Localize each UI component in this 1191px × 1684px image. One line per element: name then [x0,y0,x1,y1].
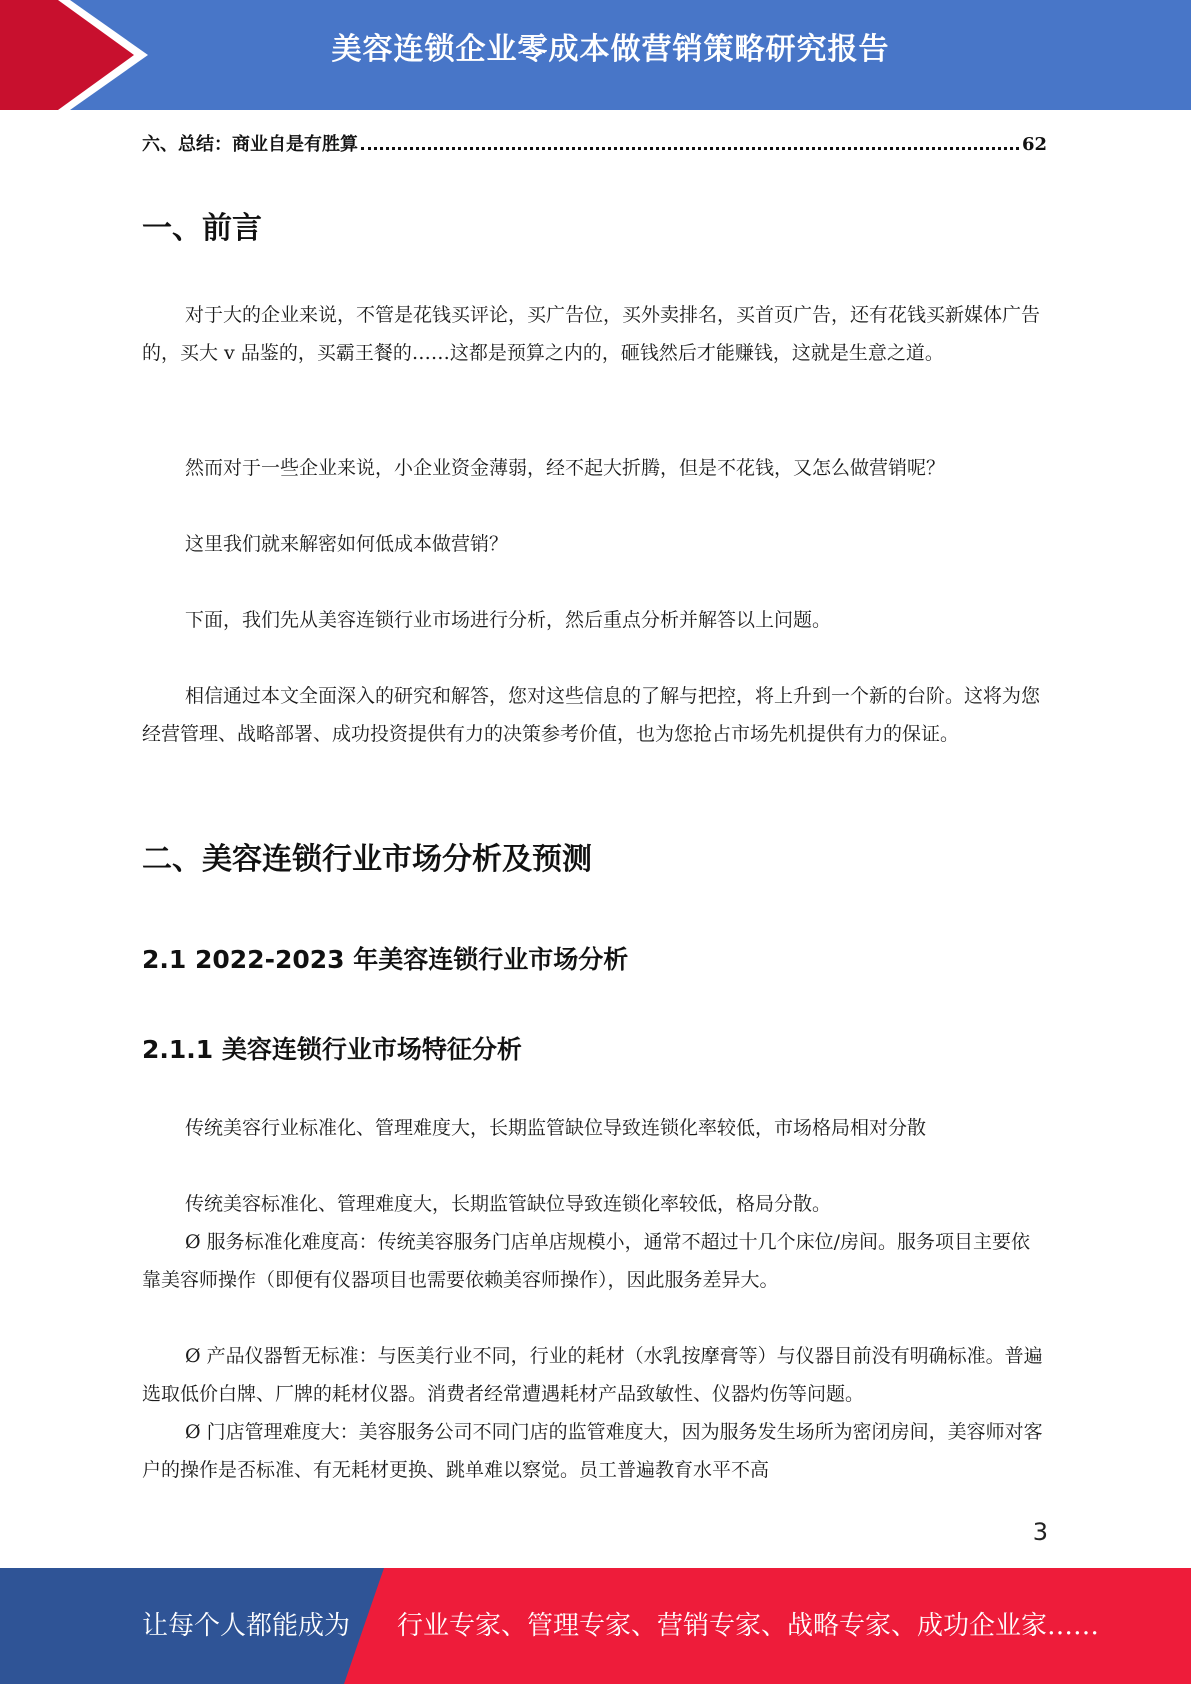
paragraph: 下面，我们先从美容连锁行业市场进行分析，然后重点分析并解答以上问题。 [185,609,832,631]
paragraph: 对于大的企业来说，不管是花钱买评论，买广告位，买外卖排名，买首页广告，还有花钱买新媒体广告的，买大 v 品鉴的，买霸王餐的……这都是预算之内的，砸钱然后才能赚钱，这就是生意之道。 [142,304,1041,364]
paragraph: 这里我们就来解密如何低成本做营销？ [185,533,509,555]
toc-entry-page: 62 [1021,134,1047,155]
document-title: 美容连锁企业零成本做营销策略研究报告 [331,32,890,67]
toc-entry[interactable] [142,130,1047,160]
paragraph: 传统美容行业标准化、管理难度大，长期监管缺位导致连锁化率较低，市场格局相对分散 [185,1117,927,1139]
paragraph: 相信通过本文全面深入的研究和解答，您对这些信息的了解与把控，将上升到一个新的台阶。这将为您经营管理、战略部署、成功投资提供有力的决策参考价值，也为您抢占市场先机提供有力的保证。 [142,685,1041,745]
paragraph: Ø 产品仪器暂无标准：与医美行业不同，行业的耗材（水乳按摩膏等）与仪器目前没有明确标准。普遍选取低价白牌、厂牌的耗材仪器。消费者经常遭遇耗材产品致敏性、仪器灼伤等问题。 [142,1345,1043,1405]
footer-slogan-left: 让每个人都能成为 [142,1611,351,1641]
footer-slogan-right: 行业专家、管理专家、营销专家、战略专家、成功企业家…… [397,1611,1100,1641]
page-number: 3 [1032,1518,1048,1546]
toc-entry-label: 六、总结：商业自是有胜算 [142,134,358,155]
page-header [0,0,1191,110]
paragraph: 然而对于一些企业来说，小企业资金薄弱，经不起大折腾，但是不花钱，又怎么做营销呢？ [185,457,946,479]
paragraph: 传统美容标准化、管理难度大，长期监管缺位导致连锁化率较低，格局分散。 [185,1193,832,1215]
section-heading-market-analysis: 二、美容连锁行业市场分析及预测 [142,842,592,877]
paragraph: Ø 服务标准化难度高：传统美容服务门店单店规模小，通常不超过十几个床位/房间。服务项目主要依靠美容师操作（即便有仪器项目也需要依赖美容师操作），因此服务差异大。 [142,1231,1031,1291]
subsection-heading: 2.1.1 美容连锁行业市场特征分析 [142,1035,522,1064]
paragraph: Ø 门店管理难度大：美容服务公司不同门店的监管难度大，因为服务发生场所为密闭房间，美容师对客户的操作是否标准、有无耗材更换、跳单难以察觉。员工普遍教育水平不高 [142,1421,1043,1481]
page-footer [0,1568,1191,1684]
subsection-heading: 2.1 2022-2023 年美容连锁行业市场分析 [142,945,629,974]
toc-leader-dots [361,147,1019,150]
section-heading-preface: 一、前言 [142,211,262,246]
